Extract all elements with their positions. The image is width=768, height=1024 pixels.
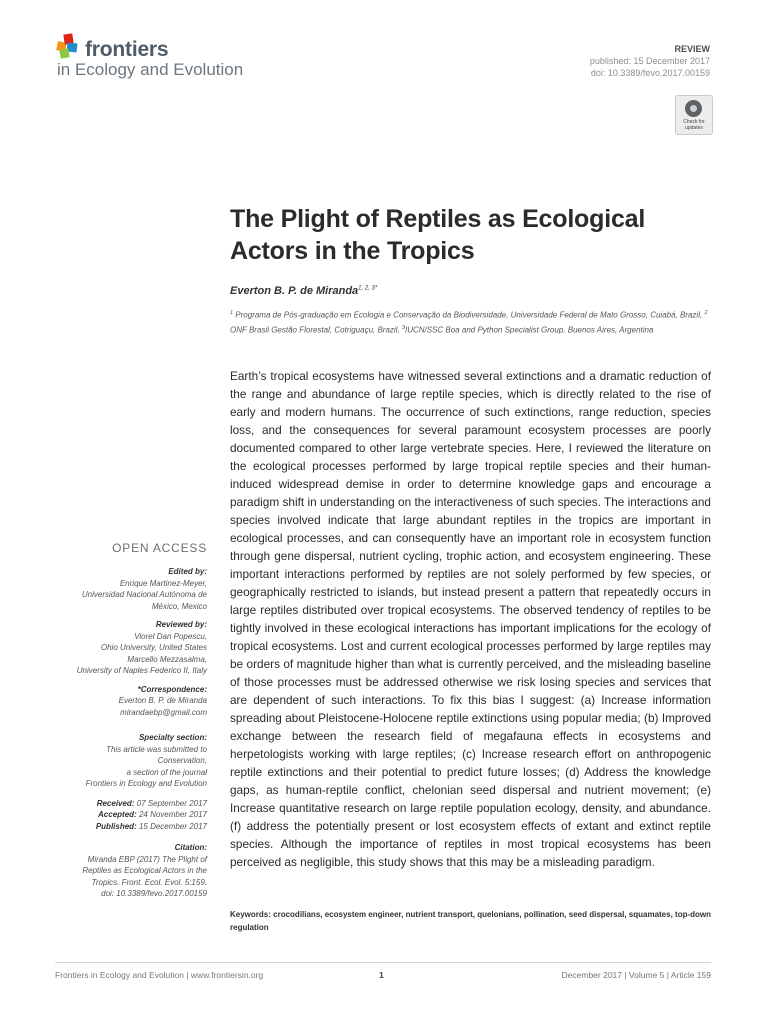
specialty-line: a section of the journal [126, 767, 207, 777]
specialty-section [58, 732, 207, 790]
correspondence-email[interactable]: mirandaebp@gmail.com [120, 707, 207, 717]
citation-line: Miranda EBP (2017) The Plight of [87, 854, 207, 864]
update-icon [685, 100, 702, 117]
published-value: 15 December 2017 [138, 821, 207, 831]
correspondence-section [58, 684, 207, 719]
edited-by-section [58, 566, 207, 612]
author-name[interactable]: Everton B. P. de Miranda [230, 285, 359, 297]
check-for-updates-button[interactable] [675, 95, 713, 135]
editor-line: México, Mexico [151, 601, 207, 611]
affiliation-mark: 2 [704, 310, 708, 316]
received-date [58, 798, 207, 810]
published-date: published: 15 December 2017 [589, 56, 710, 66]
correspondence-label: *Correspondence: [137, 684, 207, 694]
published-date-sidebar [58, 821, 207, 833]
reviewer-line: Viorel Dan Popescu, [134, 631, 207, 641]
edited-by-label: Edited by: [168, 567, 207, 576]
keywords-label: Keywords: [230, 910, 271, 919]
doi-link[interactable]: doi: 10.3389/fevo.2017.00159 [590, 68, 710, 78]
citation-line: doi: 10.3389/fevo.2017.00159 [101, 889, 207, 898]
specialty-line: This article was submitted to [106, 744, 207, 754]
abstract: Earth’s tropical ecosystems have witnessed several extinctions and a dramatic reduction of the range and abundance of large reptile species, which is directly related to the rise of early and modern humans. The occurrence of such extinctions, range reduction, species loss, and the consequences for several paramount ecosystem processes are poorly documented compared to other large vertebrate species. Here, I reviewed the literature on the ecological processes performed by large tropical reptile species and their human-induced widespread demise in order to determine knowledge gaps and encourage a paradigm shift in understanding on the interactiveness of such species. The interactions and species involved indicate that large abundant reptiles in the tropics are important in ecological processes, and can consequently have an important role in ecosystem function through gene dispersal, nutrient cycling, trophic action, and ecosystem engineering. These important interactions performed by reptiles are not solely performed by few species, or geographically restricted to islands, but instead present a pattern that repeatedly occurs in large reptiles distributed over tropical ecosystems. The observed tendency of reptiles to be tightly involved in these ecological interactions has important implications for the ecology of tropical ecosystems. Lost and current ecological processes performed by large reptiles may be orders of magnitude higher than what is currently perceived, and the misleading baseline of those processes must be addressed otherwise we risk losing species and services that are dependent of such interactions. To fix this bias I suggest: (a) Increase information spreading about Pleistocene-Holocene reptile extinctions using popular media; (b) Improved exchange between the research field of megafauna effects in ecosystems and herpetologists working with large reptiles; (c) Increase research effort on anthropogenic reptile extinctions and their potential to predict future losses; (d) Address the knowledge gaps, as human-reptile conflict, chelonian seed dispersal and nutrient movement; (e) Increase quantitative research on large reptile population ecology, density, and abundance. (f) address the potentially present or lost ecosystem effects of extant and extinct reptile species. Although the importance of reptiles in most tropical ecosystems has been perceived as negligible, this study shows that this may be a misleading paradigm. [230, 369, 711, 870]
footer-divider [55, 962, 711, 963]
affiliation-mark: 3 [401, 324, 405, 331]
reviewer-line: Ohio University, United States [100, 643, 207, 652]
affiliations [230, 307, 710, 336]
published-label: Published: [95, 821, 137, 831]
citation-line: Tropics. Front. Ecol. Evol. 5:159. [91, 877, 207, 887]
accepted-date [58, 809, 207, 821]
affiliation-1: Programa de Pós-graduação em Ecologia e Conservação da Biodiversidade, Universidade Federal de Mato Grosso, Cuiabá, Brazil, [235, 310, 703, 320]
affiliation-2: ONF Brasil Gestão Florestal, Cotriguaçu, Brazil, [230, 325, 400, 335]
editor-line: Universidad Nacional Autónoma de [81, 590, 207, 599]
received-value: 07 September 2017 [136, 798, 207, 808]
open-access-label: OPEN ACCESS [112, 541, 207, 555]
frontiers-logo-icon [55, 32, 83, 62]
journal-name: in Ecology and Evolution [57, 60, 244, 79]
dates-section [58, 798, 207, 833]
footer-journal[interactable]: Frontiers in Ecology and Evolution | www.frontiersin.org [55, 970, 264, 980]
author-line [230, 285, 377, 297]
specialty-line: Conservation, [157, 756, 207, 765]
affiliation-mark: 1 [230, 310, 234, 316]
author-affiliation-marks: 1, 2, 3* [358, 285, 378, 292]
accepted-label: Accepted: [98, 810, 137, 819]
specialty-label: Specialty section: [138, 733, 207, 742]
keywords-list: crocodilians, ecosystem engineer, nutrient transport, quelonians, pollination, seed dispersal, squamates, top-down regulation [230, 910, 712, 932]
reviewed-by-label: Reviewed by: [155, 620, 207, 629]
affiliation-3: IUCN/SSC Boa and Python Specialist Group, Buenos Aires, Argentina [404, 325, 654, 335]
reviewed-by-section [58, 619, 207, 677]
reviewer-line: University of Naples Federico II, Italy [76, 666, 207, 675]
citation-section [58, 842, 207, 900]
citation-line: Reptiles as Ecological Actors in the [82, 866, 207, 875]
specialty-line: Frontiers in Ecology and Evolution [85, 779, 207, 788]
journal-logo [55, 32, 315, 82]
received-label: Received: [96, 798, 135, 808]
article-sidebar [58, 541, 207, 907]
editor-line: Enrique Martinez-Meyer, [119, 578, 207, 588]
reviewer-line: Marcello Mezzasalma, [127, 654, 207, 664]
article-meta [590, 43, 710, 79]
citation-label: Citation: [174, 843, 207, 852]
article-title: The Plight of Reptiles as Ecological Actors in the Tropics [230, 205, 646, 265]
article-type: REVIEW [674, 44, 710, 54]
keywords [230, 909, 711, 934]
brand-name: frontiers [85, 38, 169, 61]
correspondence-name: Everton B. P. de Miranda [118, 696, 207, 705]
accepted-value: 24 November 2017 [138, 810, 207, 819]
check-updates-label: Check for updates [683, 119, 705, 131]
page-number: 1 [379, 970, 384, 980]
footer-issue: December 2017 | Volume 5 | Article 159 [561, 970, 711, 980]
